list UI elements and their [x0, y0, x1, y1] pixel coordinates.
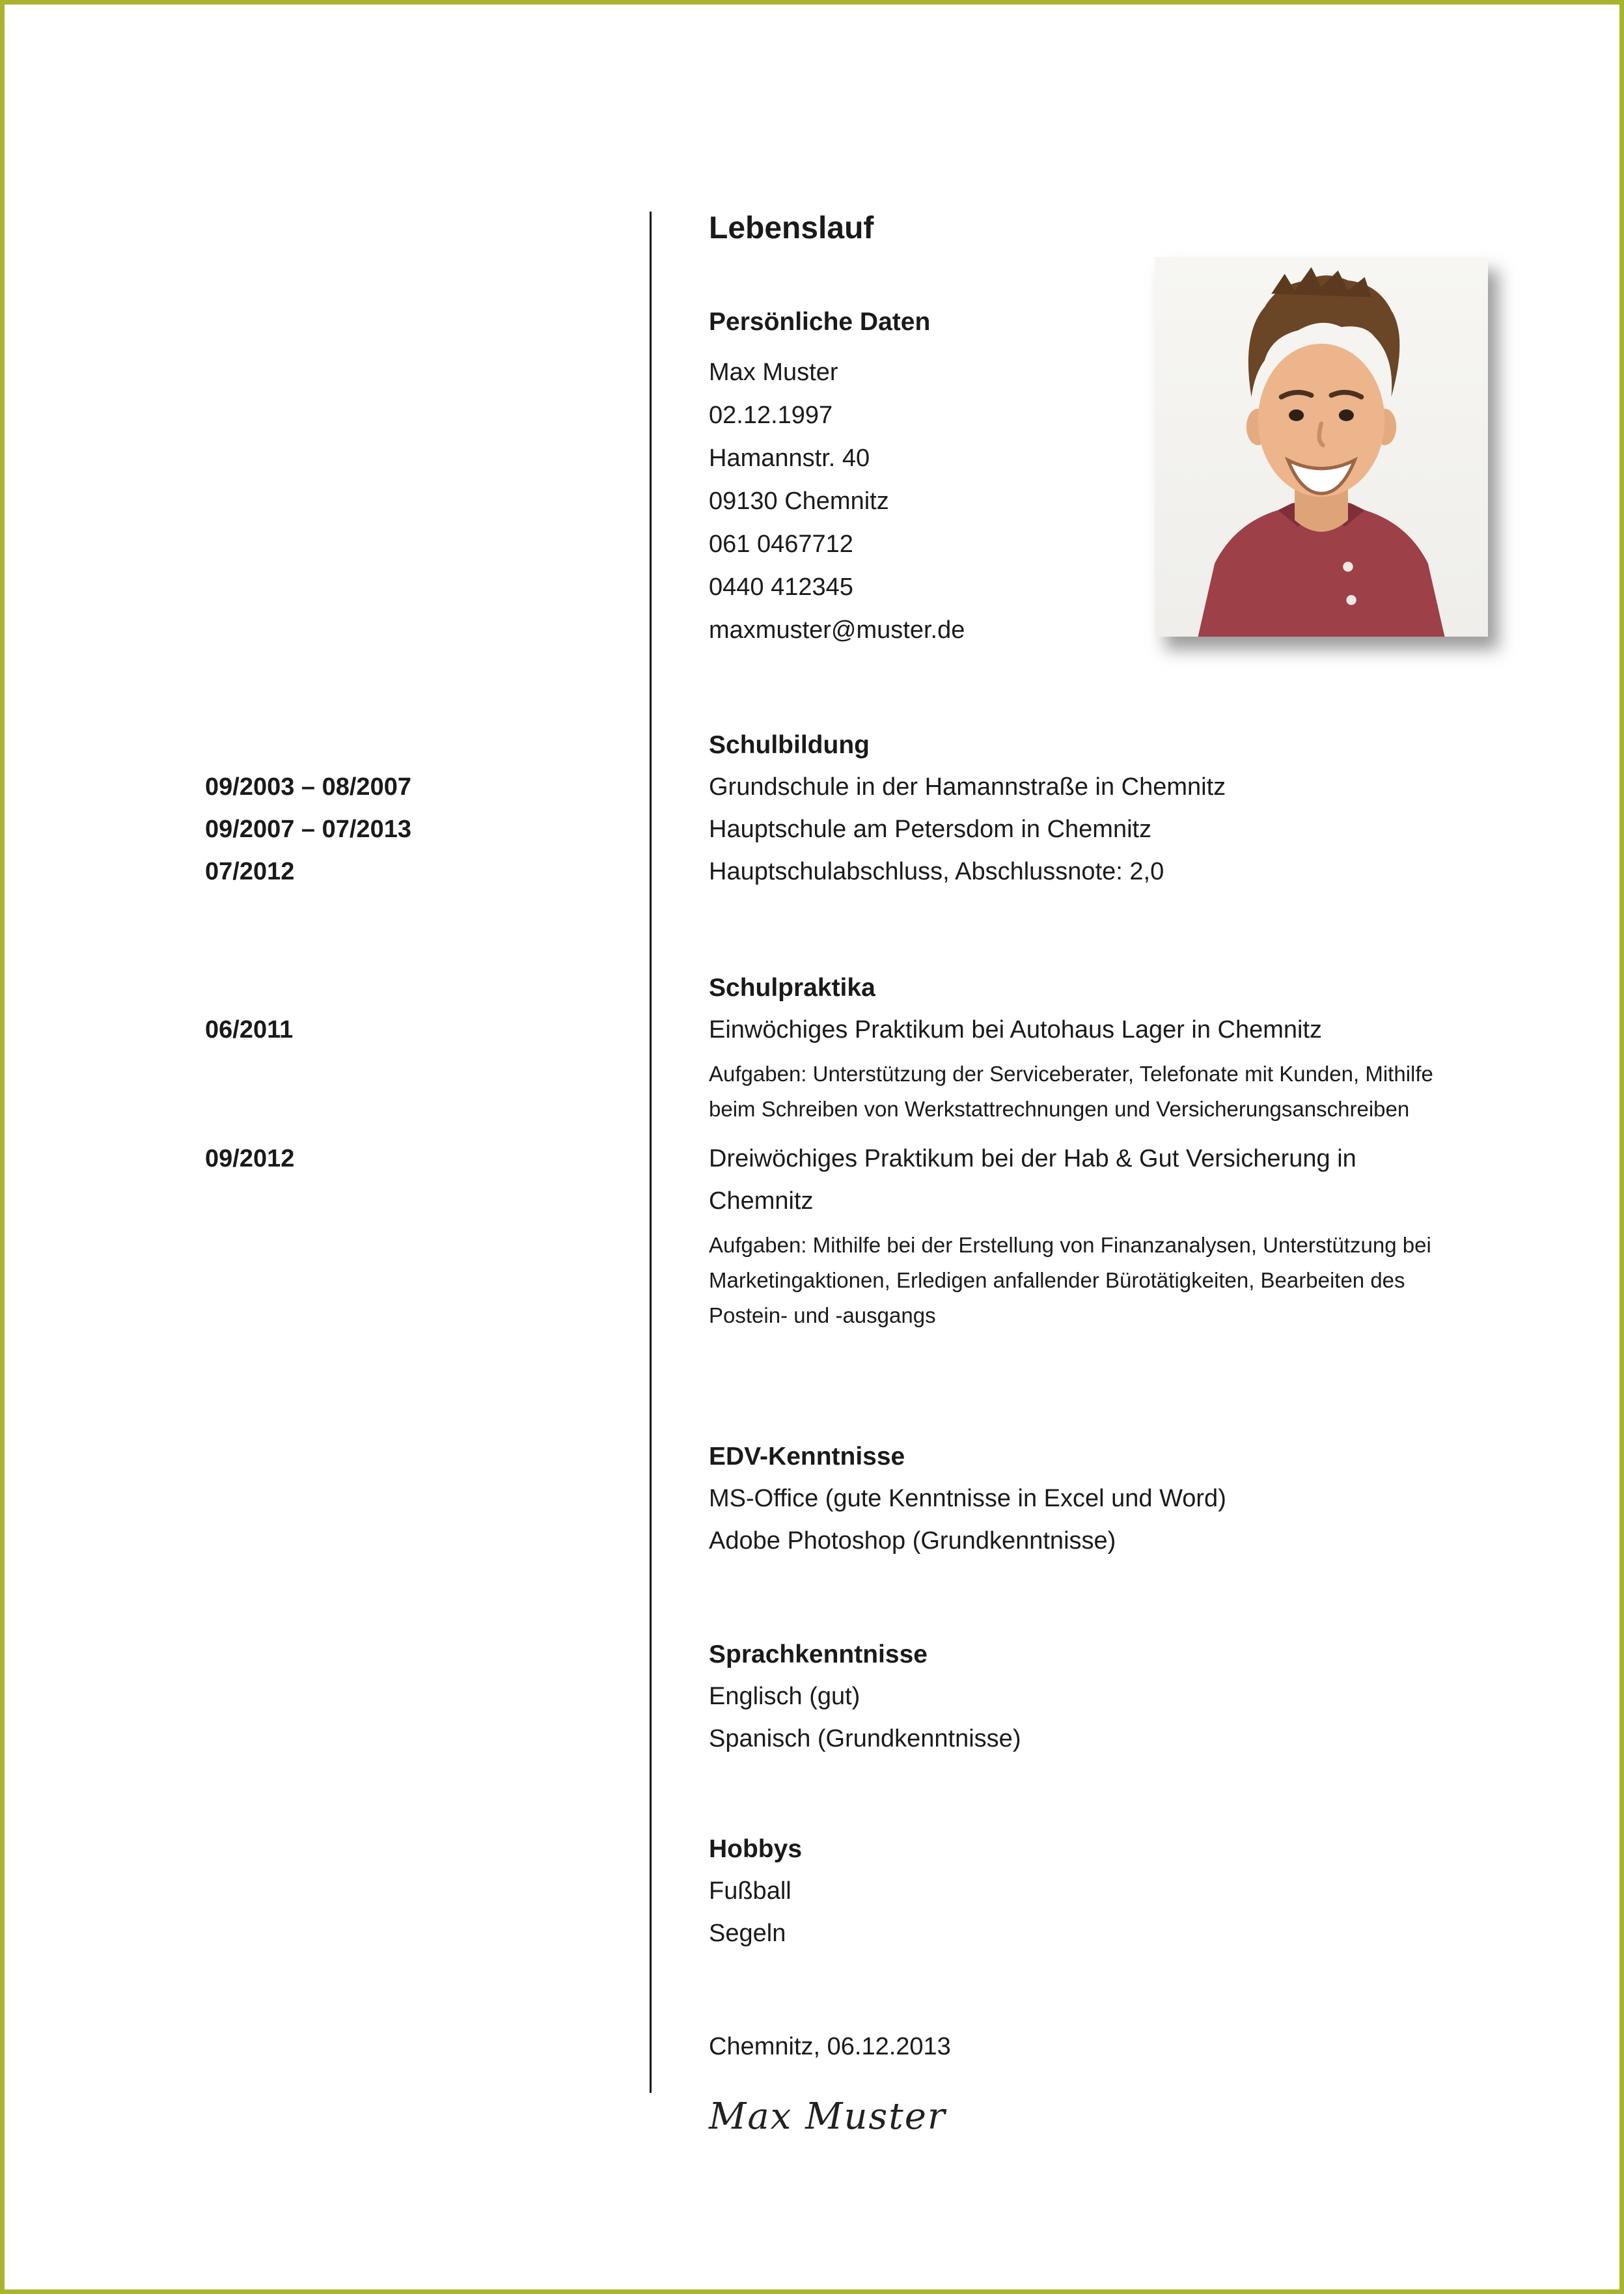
- praktikum-row: [205, 1138, 1500, 1333]
- schulbildung-date: 07/2012: [205, 858, 295, 885]
- personal-city: 09130 Chemnitz: [709, 488, 889, 515]
- page-title: Lebenslauf: [709, 211, 874, 245]
- edv-section: [709, 1435, 1226, 1562]
- personal-street: Hamannstr. 40: [709, 445, 870, 472]
- sprachen-heading: Sprachkenntnisse: [709, 1640, 928, 1668]
- schulbildung-heading: Schulbildung: [709, 731, 870, 759]
- personal-heading: Persönliche Daten: [709, 308, 931, 336]
- personal-name: Max Muster: [709, 359, 838, 386]
- portrait-photo: [1155, 257, 1488, 637]
- schulbildung-row: [205, 851, 1500, 893]
- praktikum-entry: [709, 1138, 1464, 1333]
- personal-phone-1: 061 0467712: [709, 531, 853, 558]
- praktikum-title: Dreiwöchiges Praktikum bei der Hab & Gut Versicherung in Chemnitz: [709, 1145, 1356, 1215]
- schulbildung-text: Grundschule in der Hamannstraße in Chemnitz: [709, 773, 1226, 801]
- portrait-illustration: [1155, 257, 1488, 637]
- schulbildung-row: [205, 808, 1500, 851]
- praktikum-date: 09/2012: [205, 1145, 295, 1172]
- schulpraktika-section: [205, 967, 1500, 1333]
- schulbildung-text: Hauptschule am Petersdom in Chemnitz: [709, 816, 1152, 843]
- edv-line: Adobe Photoshop (Grundkenntnisse): [709, 1527, 1116, 1555]
- praktikum-details: Aufgaben: Unterstützung der Serviceberater, Telefonate mit Kunden, Mithilfe beim Schreiben von Werkstattrechnungen und Versicherungsanschreiben: [709, 1062, 1433, 1121]
- hobbys-section: [709, 1828, 802, 1955]
- personal-phone-2: 0440 412345: [709, 574, 853, 601]
- praktikum-row: [205, 1009, 1500, 1127]
- hobbys-line: Fußball: [709, 1877, 791, 1905]
- personal-email: maxmuster@muster.de: [709, 616, 965, 644]
- personal-birthdate: 02.12.1997: [709, 402, 833, 429]
- sprachen-line: Englisch (gut): [709, 1683, 860, 1710]
- edv-heading: EDV-Kenntnisse: [709, 1443, 905, 1471]
- signature: Max Muster: [709, 2095, 946, 2138]
- sprachen-line: Spanisch (Grundkenntnisse): [709, 1725, 1021, 1752]
- place-date: Chemnitz, 06.12.2013: [709, 2033, 951, 2060]
- hobbys-heading: Hobbys: [709, 1835, 803, 1863]
- edv-line: MS-Office (gute Kenntnisse in Excel und Word): [709, 1485, 1226, 1512]
- schulbildung-text: Hauptschulabschluss, Abschlussnote: 2,0: [709, 858, 1164, 885]
- praktikum-title: Einwöchiges Praktikum bei Autohaus Lager in Chemnitz: [709, 1016, 1323, 1043]
- praktikum-details: Aufgaben: Mithilfe bei der Erstellung von Finanzanalysen, Unterstützung bei Marketingaktionen, Erledigen anfallender Bürotätigkeiten, Bearbeiten des Postein- und -ausgangs: [709, 1233, 1431, 1327]
- schulbildung-section: [205, 724, 1500, 893]
- schulbildung-date: 09/2007 – 07/2013: [205, 816, 411, 843]
- praktikum-date: 06/2011: [205, 1016, 294, 1043]
- hobbys-line: Segeln: [709, 1920, 786, 1947]
- praktikum-entry: [709, 1009, 1464, 1127]
- schulbildung-row: [205, 766, 1500, 808]
- sprachkenntnisse-section: [709, 1633, 1021, 1760]
- schulpraktika-heading: Schulpraktika: [709, 974, 875, 1002]
- personal-data-section: [709, 301, 965, 652]
- schulbildung-date: 09/2003 – 08/2007: [205, 773, 411, 801]
